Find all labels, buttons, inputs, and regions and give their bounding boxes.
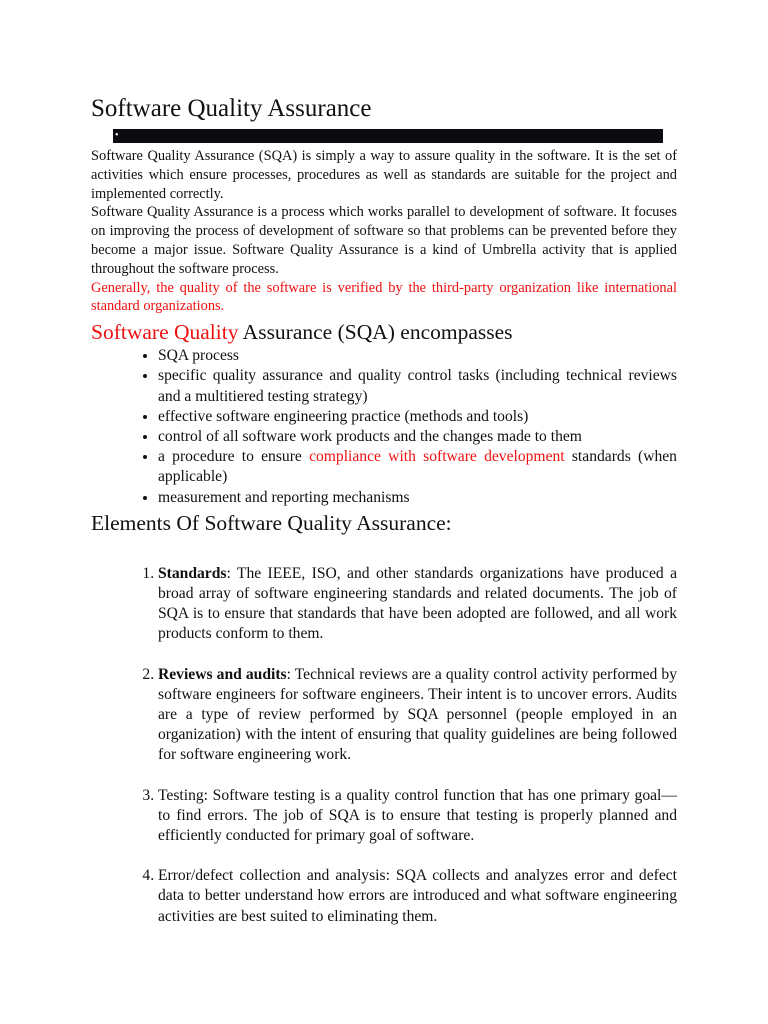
list-item bbox=[158, 665, 677, 766]
list-item: • effective software engineering practice (methods and tools) bbox=[158, 407, 677, 427]
bullet-icon: • bbox=[115, 130, 119, 141]
text: standards (when applicable) bbox=[158, 448, 677, 486]
intro-paragraph-1: Software Quality Assurance (SQA) is simply a way to assure quality in the software. It is the set of activities which ensure processes, procedures as well as standards are suitable for the project and implemented correctly. bbox=[91, 148, 677, 202]
item-text: : Technical reviews are a quality control activity performed by software engineers for software engineers. Their intent is to uncover errors. Audits are a type of review performed by SQA personnel (people employed in an organization) with the intent of ensuring that quality guidelines are being followed for software engineering work. bbox=[158, 665, 677, 764]
encompasses-heading bbox=[91, 318, 677, 346]
elements-heading: Elements Of Software Quality Assurance: bbox=[91, 510, 452, 535]
list-item: • measurement and reporting mechanisms bbox=[158, 488, 677, 508]
item-text: Error/defect collection and analysis: SQA collects and analyzes error and defect data to better understand how errors are introduced and what software engineering activities are best suited to eliminating them. bbox=[158, 867, 677, 925]
red-note: Generally, the quality of the software is verified by the third-party organization like international standard organizations. bbox=[91, 279, 677, 315]
intro-paragraph-2: Software Quality Assurance is a process which works parallel to development of software. It focuses on improving the process of development of software so that problems can be prevented before they become a major issue. Software Quality Assurance is a kind of Umbrella activity that is applied throughout the software process. bbox=[91, 204, 677, 277]
item-text: : The IEEE, ISO, and other standards organizations have produced a broad array of software engineering standards and related documents. The job of SQA is to ensure that standards that have been adopted are followed, and all work products conform to them. bbox=[158, 564, 677, 643]
list-item bbox=[158, 866, 677, 927]
item-text: Testing: Software testing is a quality control function that has one primary goal—to find errors. The job of SQA is to ensure that testing is properly planned and efficiently conducted for primary goal of software. bbox=[158, 786, 677, 845]
document-page bbox=[91, 92, 677, 947]
list-item bbox=[158, 447, 677, 487]
list-item: • specific quality assurance and quality control tasks (including technical reviews and a multitiered testing strategy) bbox=[158, 366, 677, 406]
item-term: Reviews and audits bbox=[158, 665, 287, 683]
item-term: Standards bbox=[158, 564, 227, 582]
redaction-bar bbox=[113, 129, 663, 143]
encompasses-list bbox=[91, 346, 677, 508]
text: a procedure to ensure bbox=[158, 448, 310, 466]
list-item bbox=[158, 786, 677, 847]
list-item bbox=[158, 564, 677, 645]
heading-red-part: Software Quality bbox=[91, 320, 239, 345]
page-title: Software Quality Assurance bbox=[91, 95, 372, 122]
list-item: • SQA process bbox=[158, 346, 677, 366]
red-text: compliance with software development bbox=[309, 448, 565, 466]
list-item: • control of all software work products and the changes made to them bbox=[158, 427, 677, 447]
elements-list bbox=[91, 564, 677, 927]
heading-rest: Assurance (SQA) encompasses bbox=[238, 320, 513, 345]
